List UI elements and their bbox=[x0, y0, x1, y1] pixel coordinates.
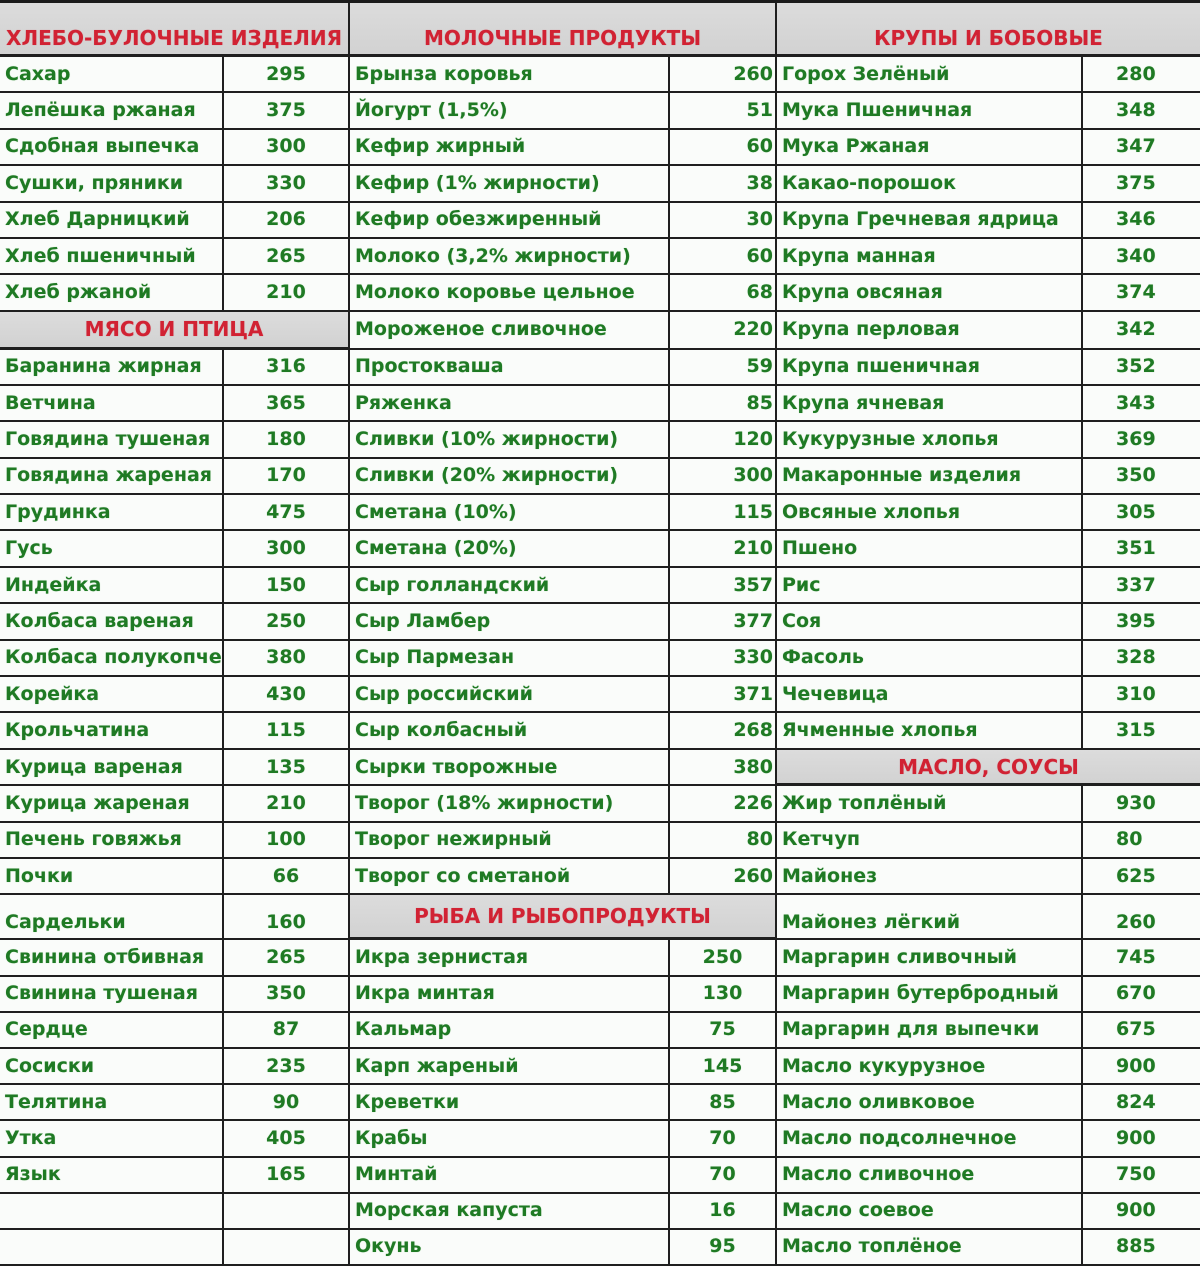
item-name: Сердце bbox=[0, 1013, 224, 1049]
item-name: Соя bbox=[777, 604, 1083, 640]
item-name: Майонез bbox=[777, 859, 1083, 895]
item-name: Колбаса полукопче bbox=[0, 641, 224, 677]
item-kcal: 295 bbox=[224, 57, 350, 93]
item-name: Гусь bbox=[0, 531, 224, 567]
item-kcal: 260 bbox=[670, 57, 777, 93]
item-name: Масло оливковое bbox=[777, 1085, 1083, 1121]
item-kcal: 900 bbox=[1083, 1121, 1200, 1157]
item-name: Крупа ячневая bbox=[777, 386, 1083, 422]
item-kcal: 374 bbox=[1083, 275, 1200, 311]
item-name: Икра минтая bbox=[350, 977, 670, 1013]
item-name: Маргарин для выпечки bbox=[777, 1013, 1083, 1049]
item-kcal: 315 bbox=[1083, 713, 1200, 749]
item-kcal: 85 bbox=[670, 386, 777, 422]
item-kcal: 226 bbox=[670, 786, 777, 822]
item-name: Масло соевое bbox=[777, 1194, 1083, 1230]
item-kcal: 115 bbox=[224, 713, 350, 749]
item-kcal: 475 bbox=[224, 495, 350, 531]
item-name: Мороженое сливочное bbox=[350, 312, 670, 350]
item-kcal: 900 bbox=[1083, 1049, 1200, 1085]
item-kcal: 430 bbox=[224, 677, 350, 713]
item-name: Курица вареная bbox=[0, 750, 224, 786]
item-name: Крупа перловая bbox=[777, 312, 1083, 350]
item-name: Сметана (10%) bbox=[350, 495, 670, 531]
item-kcal: 150 bbox=[224, 568, 350, 604]
item-kcal: 330 bbox=[670, 641, 777, 677]
item-kcal: 305 bbox=[1083, 495, 1200, 531]
item-kcal: 347 bbox=[1083, 130, 1200, 166]
item-name: Морская капуста bbox=[350, 1194, 670, 1230]
item-kcal: 268 bbox=[670, 713, 777, 749]
item-kcal: 85 bbox=[670, 1085, 777, 1121]
item-kcal: 340 bbox=[1083, 239, 1200, 275]
item-kcal: 930 bbox=[1083, 786, 1200, 822]
item-kcal: 87 bbox=[224, 1013, 350, 1049]
item-name: Баранина жирная bbox=[0, 350, 224, 386]
item-name: Кукурузные хлопья bbox=[777, 422, 1083, 458]
item-kcal: 330 bbox=[224, 166, 350, 202]
item-name: Хлеб Дарницкий bbox=[0, 203, 224, 239]
item-kcal: 750 bbox=[1083, 1158, 1200, 1194]
item-kcal: 70 bbox=[670, 1121, 777, 1157]
item-name: Хлеб пшеничный bbox=[0, 239, 224, 275]
item-name: Минтай bbox=[350, 1158, 670, 1194]
item-name: Крупа овсяная bbox=[777, 275, 1083, 311]
top-border bbox=[0, 0, 1200, 3]
item-name: Крупа Гречневая ядрица bbox=[777, 203, 1083, 239]
section-header-meat: МЯСО И ПТИЦА bbox=[0, 312, 350, 350]
item-kcal: 316 bbox=[224, 350, 350, 386]
item-name: Креветки bbox=[350, 1085, 670, 1121]
item-kcal: 180 bbox=[224, 422, 350, 458]
item-name: Утка bbox=[0, 1121, 224, 1157]
item-kcal: 380 bbox=[224, 641, 350, 677]
item-name: Кефир обезжиренный bbox=[350, 203, 670, 239]
item-kcal: 300 bbox=[224, 130, 350, 166]
item-name: Простокваша bbox=[350, 350, 670, 386]
item-name: Горох Зелёный bbox=[777, 57, 1083, 93]
item-name: Масло кукурузное bbox=[777, 1049, 1083, 1085]
item-name: Сардельки bbox=[0, 895, 224, 940]
item-name: Лепёшка ржаная bbox=[0, 93, 224, 129]
item-kcal: 357 bbox=[670, 568, 777, 604]
item-name: Курица жареная bbox=[0, 786, 224, 822]
section-header-fish: РЫБА И РЫБОПРОДУКТЫ bbox=[350, 895, 777, 940]
item-name: Карп жареный bbox=[350, 1049, 670, 1085]
item-kcal: 165 bbox=[224, 1158, 350, 1194]
item-kcal: 60 bbox=[670, 239, 777, 275]
item-name: Маргарин бутербродный bbox=[777, 977, 1083, 1013]
item-kcal: 342 bbox=[1083, 312, 1200, 350]
item-kcal: 210 bbox=[224, 786, 350, 822]
item-kcal: 250 bbox=[670, 940, 777, 976]
item-name: Хлеб ржаной bbox=[0, 275, 224, 311]
item-kcal: 745 bbox=[1083, 940, 1200, 976]
item-kcal: 75 bbox=[670, 1013, 777, 1049]
item-kcal: 351 bbox=[1083, 531, 1200, 567]
item-name: Творог (18% жирности) bbox=[350, 786, 670, 822]
item-name: Ветчина bbox=[0, 386, 224, 422]
item-name: Икра зернистая bbox=[350, 940, 670, 976]
item-name: Йогурт (1,5%) bbox=[350, 93, 670, 129]
item-name: Почки bbox=[0, 859, 224, 895]
item-kcal: 80 bbox=[1083, 823, 1200, 859]
item-kcal: 250 bbox=[224, 604, 350, 640]
item-name: Сыр колбасный bbox=[350, 713, 670, 749]
item-name: Фасоль bbox=[777, 641, 1083, 677]
item-kcal: 260 bbox=[670, 859, 777, 895]
item-name: Сахар bbox=[0, 57, 224, 93]
item-name: Сосиски bbox=[0, 1049, 224, 1085]
item-name: Мука Ржаная bbox=[777, 130, 1083, 166]
item-kcal: 350 bbox=[224, 977, 350, 1013]
item-kcal: 328 bbox=[1083, 641, 1200, 677]
item-kcal: 300 bbox=[224, 531, 350, 567]
item-name: Крупа манная bbox=[777, 239, 1083, 275]
item-name: Крольчатина bbox=[0, 713, 224, 749]
item-name: Окунь bbox=[350, 1230, 670, 1266]
item-kcal: 365 bbox=[224, 386, 350, 422]
item-kcal: 145 bbox=[670, 1049, 777, 1085]
item-kcal: 70 bbox=[670, 1158, 777, 1194]
item-name: Колбаса вареная bbox=[0, 604, 224, 640]
item-kcal: 675 bbox=[1083, 1013, 1200, 1049]
item-name: Сырки творожные bbox=[350, 750, 670, 786]
item-kcal: 120 bbox=[670, 422, 777, 458]
empty-cell bbox=[224, 1194, 350, 1230]
item-kcal: 135 bbox=[224, 750, 350, 786]
item-kcal: 260 bbox=[1083, 895, 1200, 940]
item-kcal: 352 bbox=[1083, 350, 1200, 386]
item-kcal: 59 bbox=[670, 350, 777, 386]
empty-cell bbox=[0, 1230, 224, 1266]
item-name: Овсяные хлопья bbox=[777, 495, 1083, 531]
item-name: Сушки, пряники bbox=[0, 166, 224, 202]
item-name: Ряженка bbox=[350, 386, 670, 422]
item-name: Корейка bbox=[0, 677, 224, 713]
item-kcal: 130 bbox=[670, 977, 777, 1013]
item-name: Жир топлёный bbox=[777, 786, 1083, 822]
item-kcal: 371 bbox=[670, 677, 777, 713]
item-kcal: 68 bbox=[670, 275, 777, 311]
item-kcal: 300 bbox=[670, 459, 777, 495]
item-name: Брынза коровья bbox=[350, 57, 670, 93]
section-header-grains: КРУПЫ И БОБОВЫЕ bbox=[777, 0, 1200, 57]
item-name: Говядина тушеная bbox=[0, 422, 224, 458]
item-name: Маргарин сливочный bbox=[777, 940, 1083, 976]
item-name: Пшено bbox=[777, 531, 1083, 567]
item-kcal: 100 bbox=[224, 823, 350, 859]
item-kcal: 350 bbox=[1083, 459, 1200, 495]
item-name: Крупа пшеничная bbox=[777, 350, 1083, 386]
item-kcal: 670 bbox=[1083, 977, 1200, 1013]
item-kcal: 625 bbox=[1083, 859, 1200, 895]
item-name: Макаронные изделия bbox=[777, 459, 1083, 495]
item-kcal: 885 bbox=[1083, 1230, 1200, 1266]
item-name: Сыр российский bbox=[350, 677, 670, 713]
item-kcal: 900 bbox=[1083, 1194, 1200, 1230]
item-name: Сыр голландский bbox=[350, 568, 670, 604]
item-kcal: 170 bbox=[224, 459, 350, 495]
item-kcal: 160 bbox=[224, 895, 350, 940]
item-name: Грудинка bbox=[0, 495, 224, 531]
item-name: Творог со сметаной bbox=[350, 859, 670, 895]
item-kcal: 66 bbox=[224, 859, 350, 895]
item-name: Молоко коровье цельное bbox=[350, 275, 670, 311]
item-name: Сливки (10% жирности) bbox=[350, 422, 670, 458]
item-name: Мука Пшеничная bbox=[777, 93, 1083, 129]
item-kcal: 343 bbox=[1083, 386, 1200, 422]
item-kcal: 348 bbox=[1083, 93, 1200, 129]
item-kcal: 210 bbox=[670, 531, 777, 567]
item-kcal: 337 bbox=[1083, 568, 1200, 604]
item-kcal: 80 bbox=[670, 823, 777, 859]
item-name: Рис bbox=[777, 568, 1083, 604]
item-kcal: 377 bbox=[670, 604, 777, 640]
item-name: Кефир жирный bbox=[350, 130, 670, 166]
item-kcal: 90 bbox=[224, 1085, 350, 1121]
item-name: Свинина отбивная bbox=[0, 940, 224, 976]
item-name: Сыр Ламбер bbox=[350, 604, 670, 640]
item-kcal: 16 bbox=[670, 1194, 777, 1230]
item-kcal: 95 bbox=[670, 1230, 777, 1266]
item-kcal: 369 bbox=[1083, 422, 1200, 458]
item-name: Чечевица bbox=[777, 677, 1083, 713]
item-name: Печень говяжья bbox=[0, 823, 224, 859]
item-kcal: 206 bbox=[224, 203, 350, 239]
section-header-bakery: ХЛЕБО-БУЛОЧНЫЕ ИЗДЕЛИЯ bbox=[0, 0, 350, 57]
item-name: Язык bbox=[0, 1158, 224, 1194]
empty-cell bbox=[224, 1230, 350, 1266]
item-kcal: 405 bbox=[224, 1121, 350, 1157]
item-kcal: 395 bbox=[1083, 604, 1200, 640]
item-kcal: 210 bbox=[224, 275, 350, 311]
item-kcal: 375 bbox=[224, 93, 350, 129]
item-kcal: 115 bbox=[670, 495, 777, 531]
item-name: Крабы bbox=[350, 1121, 670, 1157]
item-name: Сыр Пармезан bbox=[350, 641, 670, 677]
item-kcal: 220 bbox=[670, 312, 777, 350]
item-kcal: 235 bbox=[224, 1049, 350, 1085]
item-name: Кефир (1% жирности) bbox=[350, 166, 670, 202]
item-name: Кетчуп bbox=[777, 823, 1083, 859]
item-kcal: 824 bbox=[1083, 1085, 1200, 1121]
item-name: Масло топлёное bbox=[777, 1230, 1083, 1266]
item-name: Говядина жареная bbox=[0, 459, 224, 495]
item-name: Майонез лёгкий bbox=[777, 895, 1083, 940]
item-kcal: 280 bbox=[1083, 57, 1200, 93]
item-name: Сливки (20% жирности) bbox=[350, 459, 670, 495]
item-kcal: 51 bbox=[670, 93, 777, 129]
item-name: Сдобная выпечка bbox=[0, 130, 224, 166]
item-name: Телятина bbox=[0, 1085, 224, 1121]
section-header-oils: МАСЛО, СОУСЫ bbox=[777, 750, 1200, 786]
item-name: Масло сливочное bbox=[777, 1158, 1083, 1194]
item-kcal: 346 bbox=[1083, 203, 1200, 239]
item-kcal: 265 bbox=[224, 940, 350, 976]
item-name: Масло подсолнечное bbox=[777, 1121, 1083, 1157]
item-kcal: 60 bbox=[670, 130, 777, 166]
item-name: Какао-порошок bbox=[777, 166, 1083, 202]
item-name: Индейка bbox=[0, 568, 224, 604]
item-name: Молоко (3,2% жирности) bbox=[350, 239, 670, 275]
item-kcal: 375 bbox=[1083, 166, 1200, 202]
section-header-dairy: МОЛОЧНЫЕ ПРОДУКТЫ bbox=[350, 0, 777, 57]
item-name: Кальмар bbox=[350, 1013, 670, 1049]
item-kcal: 310 bbox=[1083, 677, 1200, 713]
item-kcal: 38 bbox=[670, 166, 777, 202]
item-kcal: 30 bbox=[670, 203, 777, 239]
item-name: Свинина тушеная bbox=[0, 977, 224, 1013]
item-name: Ячменные хлопья bbox=[777, 713, 1083, 749]
item-kcal: 265 bbox=[224, 239, 350, 275]
item-name: Творог нежирный bbox=[350, 823, 670, 859]
item-name: Сметана (20%) bbox=[350, 531, 670, 567]
empty-cell bbox=[0, 1194, 224, 1230]
item-kcal: 380 bbox=[670, 750, 777, 786]
